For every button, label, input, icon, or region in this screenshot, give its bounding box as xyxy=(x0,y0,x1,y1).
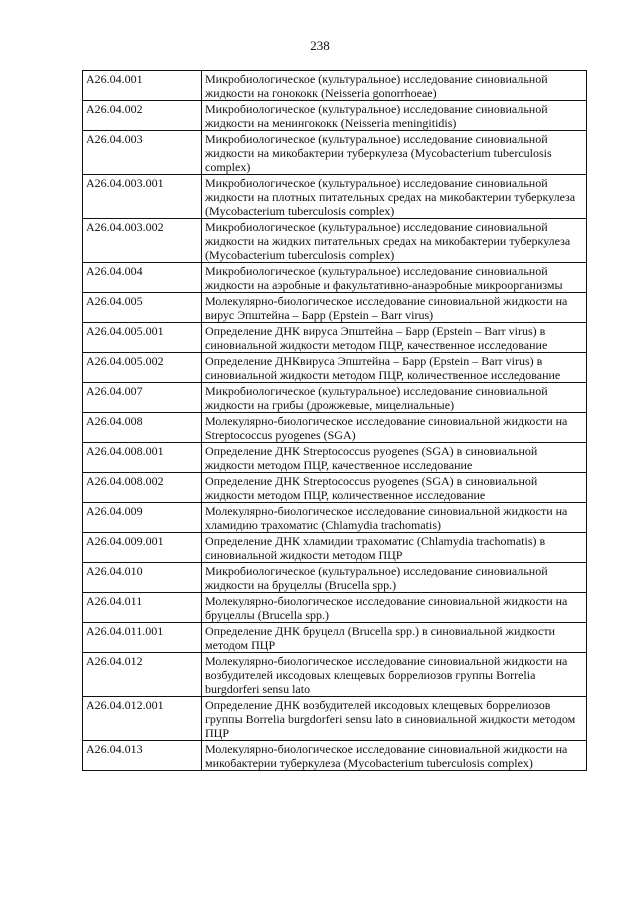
service-code-cell: A26.04.002 xyxy=(83,101,202,131)
service-description-cell: Молекулярно-биологическое исследование синовиальной жидкости на вирус Эпштейна – Барр (Epstein – Barr virus) xyxy=(202,293,587,323)
table-row xyxy=(83,443,587,473)
service-description-cell: Молекулярно-биологическое исследование синовиальной жидкости на бруцеллы (Brucella spp.) xyxy=(202,593,587,623)
service-codes-table xyxy=(82,70,587,771)
table-row xyxy=(83,653,587,697)
service-description-cell: Микробиологическое (культуральное) исследование синовиальной жидкости на плотных питательных средах на микобактерии туберкулеза (Mycobacterium tuberculosis complex) xyxy=(202,175,587,219)
service-description-cell: Определение ДНК Streptococcus pyogenes (SGA) в синовиальной жидкости методом ПЦР, количественное исследование xyxy=(202,473,587,503)
table-row xyxy=(83,71,587,101)
service-description-cell: Определение ДНКвируса Эпштейна – Барр (Epstein – Barr virus) в синовиальной жидкости методом ПЦР, количественное исследование xyxy=(202,353,587,383)
service-description-cell: Молекулярно-биологическое исследование синовиальной жидкости на хламидию трахоматис (Chlamydia trachomatis) xyxy=(202,503,587,533)
table-row xyxy=(83,131,587,175)
table-row xyxy=(83,101,587,131)
service-description-cell: Определение ДНК бруцелл (Brucella spp.) в синовиальной жидкости методом ПЦР xyxy=(202,623,587,653)
table-row xyxy=(83,473,587,503)
service-code-cell: A26.04.013 xyxy=(83,741,202,771)
table-row xyxy=(83,741,587,771)
table-body xyxy=(83,71,587,771)
service-code-cell: A26.04.003.001 xyxy=(83,175,202,219)
service-description-cell: Микробиологическое (культуральное) исследование синовиальной жидкости на аэробные и факультативно-анаэробные микроорганизмы xyxy=(202,263,587,293)
service-description-cell: Микробиологическое (культуральное) исследование синовиальной жидкости на бруцеллы (Brucella spp.) xyxy=(202,563,587,593)
service-code-cell: A26.04.003 xyxy=(83,131,202,175)
service-code-cell: A26.04.005.001 xyxy=(83,323,202,353)
table-row xyxy=(83,293,587,323)
service-code-cell: A26.04.008 xyxy=(83,413,202,443)
table-row xyxy=(83,175,587,219)
service-description-cell: Молекулярно-биологическое исследование синовиальной жидкости на Streptococcus pyogenes (SGA) xyxy=(202,413,587,443)
table-row xyxy=(83,263,587,293)
service-description-cell: Определение ДНК возбудителей иксодовых клещевых боррелиозов группы Borrelia burgdorferi sensu lato в синовиальной жидкости методом ПЦР xyxy=(202,697,587,741)
service-description-cell: Определение ДНК хламидии трахоматис (Chlamydia trachomatis) в синовиальной жидкости методом ПЦР xyxy=(202,533,587,563)
service-code-cell: A26.04.005.002 xyxy=(83,353,202,383)
service-code-cell: A26.04.009.001 xyxy=(83,533,202,563)
service-code-cell: A26.04.007 xyxy=(83,383,202,413)
table-row xyxy=(83,353,587,383)
table-row xyxy=(83,563,587,593)
table-row xyxy=(83,697,587,741)
service-code-cell: A26.04.003.002 xyxy=(83,219,202,263)
table-row xyxy=(83,593,587,623)
service-code-cell: A26.04.005 xyxy=(83,293,202,323)
page-number: 238 xyxy=(310,38,330,53)
table-row xyxy=(83,533,587,563)
table-row xyxy=(83,219,587,263)
service-description-cell: Определение ДНК вируса Эпштейна – Барр (Epstein – Barr virus) в синовиальной жидкости методом ПЦР, качественное исследование xyxy=(202,323,587,353)
service-code-cell: A26.04.001 xyxy=(83,71,202,101)
table-row xyxy=(83,323,587,353)
service-code-cell: A26.04.012 xyxy=(83,653,202,697)
service-description-cell: Микробиологическое (культуральное) исследование синовиальной жидкости на гонококк (Neisseria gonorrhoeae) xyxy=(202,71,587,101)
table-row xyxy=(83,383,587,413)
service-code-cell: A26.04.011 xyxy=(83,593,202,623)
service-code-cell: A26.04.004 xyxy=(83,263,202,293)
service-code-cell: A26.04.010 xyxy=(83,563,202,593)
service-code-cell: A26.04.012.001 xyxy=(83,697,202,741)
table-row xyxy=(83,413,587,443)
service-description-cell: Определение ДНК Streptococcus pyogenes (SGA) в синовиальной жидкости методом ПЦР, качественное исследование xyxy=(202,443,587,473)
service-description-cell: Микробиологическое (культуральное) исследование синовиальной жидкости на микобактерии туберкулеза (Mycobacterium tuberculosis complex) xyxy=(202,131,587,175)
service-description-cell: Микробиологическое (культуральное) исследование синовиальной жидкости на жидких питательных средах на микобактерии туберкулеза (Mycobacterium tuberculosis complex) xyxy=(202,219,587,263)
service-description-cell: Молекулярно-биологическое исследование синовиальной жидкости на возбудителей иксодовых клещевых боррелиозов группы Borrelia burgdorferi sensu lato xyxy=(202,653,587,697)
service-description-cell: Молекулярно-биологическое исследование синовиальной жидкости на микобактерии туберкулеза (Mycobacterium tuberculosis complex) xyxy=(202,741,587,771)
table-row xyxy=(83,623,587,653)
service-description-cell: Микробиологическое (культуральное) исследование синовиальной жидкости на грибы (дрожжевые, мицелиальные) xyxy=(202,383,587,413)
service-code-cell: A26.04.008.002 xyxy=(83,473,202,503)
service-code-cell: A26.04.009 xyxy=(83,503,202,533)
table-row xyxy=(83,503,587,533)
service-description-cell: Микробиологическое (культуральное) исследование синовиальной жидкости на менингококк (Neisseria meningitidis) xyxy=(202,101,587,131)
service-code-cell: A26.04.011.001 xyxy=(83,623,202,653)
service-code-cell: A26.04.008.001 xyxy=(83,443,202,473)
